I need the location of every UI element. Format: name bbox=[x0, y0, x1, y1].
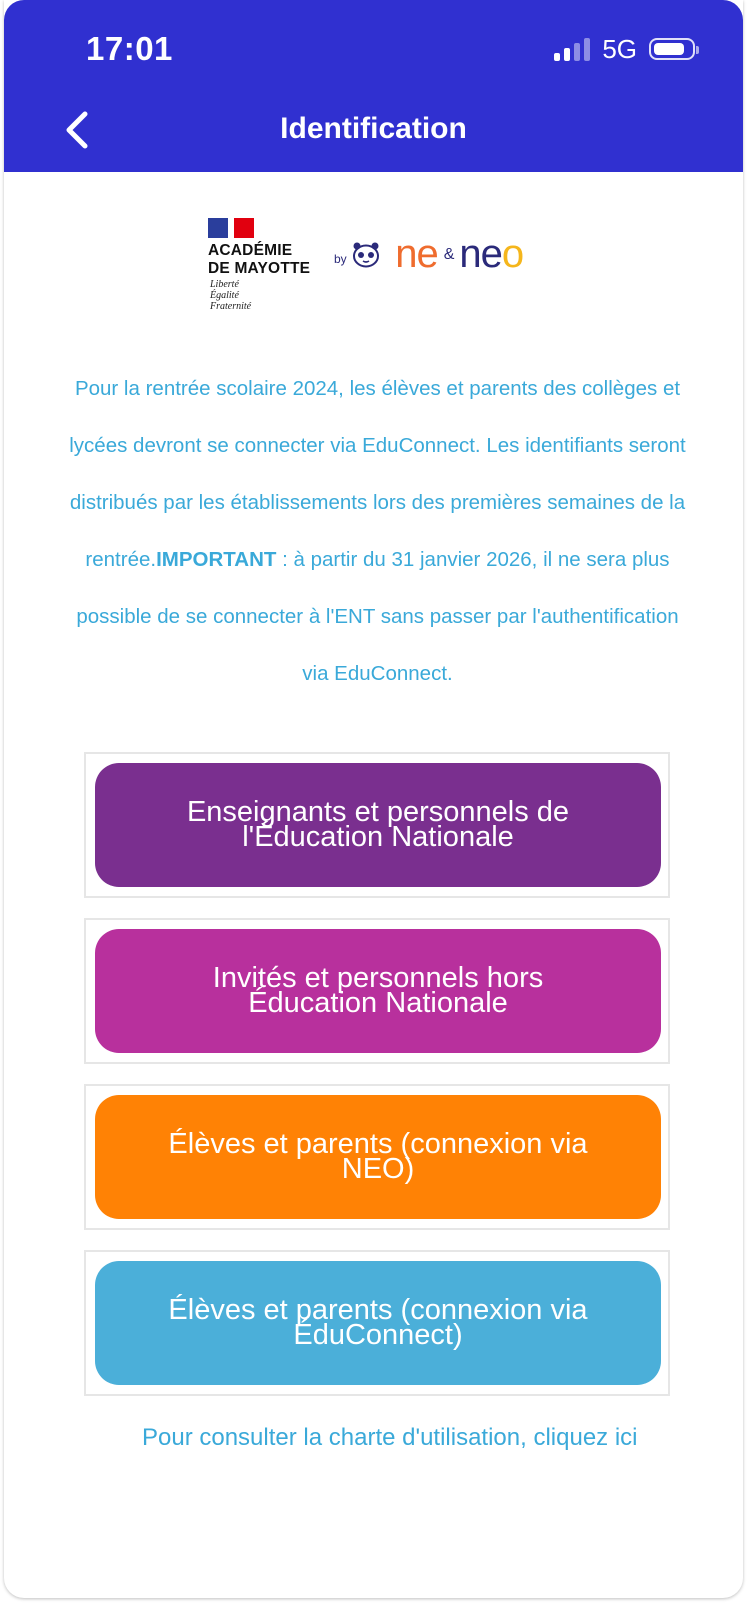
login-card-invites bbox=[84, 918, 670, 1064]
app-header bbox=[4, 0, 743, 172]
login-card-enseignants bbox=[84, 752, 670, 898]
status-icons bbox=[554, 34, 695, 64]
charte-link[interactable]: Pour consulter la charte d'utilisation, cliquez ici bbox=[142, 1424, 638, 1451]
login-card-neo bbox=[84, 1084, 670, 1230]
info-message bbox=[62, 360, 693, 702]
by-label: by bbox=[334, 252, 347, 266]
info-text-deadline: : à partir du 31 janvier 2026, il ne sera plus possible de se connecter à l'ENT sans passer par l'authentification via EduConnect. bbox=[76, 548, 679, 685]
page-title: Identification bbox=[280, 112, 467, 145]
academie-line-2: DE MAYOTTE bbox=[208, 260, 311, 277]
phone-screen bbox=[4, 0, 743, 1598]
battery-icon bbox=[649, 38, 695, 60]
login-card-educonnect bbox=[84, 1250, 670, 1396]
enseignants-login-button[interactable]: Enseignants et personnels de l'Éducation Nationale bbox=[95, 763, 661, 887]
signal-icon bbox=[554, 37, 590, 61]
motto-fraternite: Fraternité bbox=[210, 301, 252, 312]
marianne-flag-icon bbox=[208, 218, 254, 238]
info-important-label: IMPORTANT bbox=[156, 548, 277, 571]
one-neo-brand bbox=[374, 232, 523, 277]
logos bbox=[208, 218, 548, 318]
eleves-parents-educonnect-button[interactable]: Élèves et parents (connexion via ÉduConnect) bbox=[95, 1261, 661, 1385]
republic-motto bbox=[210, 279, 251, 312]
academie-logo-text bbox=[208, 242, 310, 278]
invites-login-button[interactable]: Invités et personnels hors Éducation Nationale bbox=[95, 929, 661, 1053]
brand-one-ne: ne bbox=[395, 232, 438, 276]
academie-line-1: ACADÉMIE bbox=[208, 242, 293, 259]
brand-neo-o: o bbox=[501, 232, 524, 276]
info-text-intro: Pour la rentrée scolaire 2024, les élèves et parents des collèges et lycées devront se connecter via EduConnect. Les identifiants seront distribués par les établissements lors des premières semaines de la rentrée. bbox=[69, 377, 686, 571]
eleves-parents-neo-button[interactable]: Élèves et parents (connexion via NEO) bbox=[95, 1095, 661, 1219]
motto-egalite: Égalité bbox=[210, 290, 239, 301]
status-time: 17:01 bbox=[86, 30, 173, 67]
network-label: 5G bbox=[602, 33, 637, 64]
brand-ampersand: & bbox=[443, 246, 454, 263]
motto-liberte: Liberté bbox=[210, 279, 239, 290]
brand-neo-ne: ne bbox=[459, 232, 502, 276]
